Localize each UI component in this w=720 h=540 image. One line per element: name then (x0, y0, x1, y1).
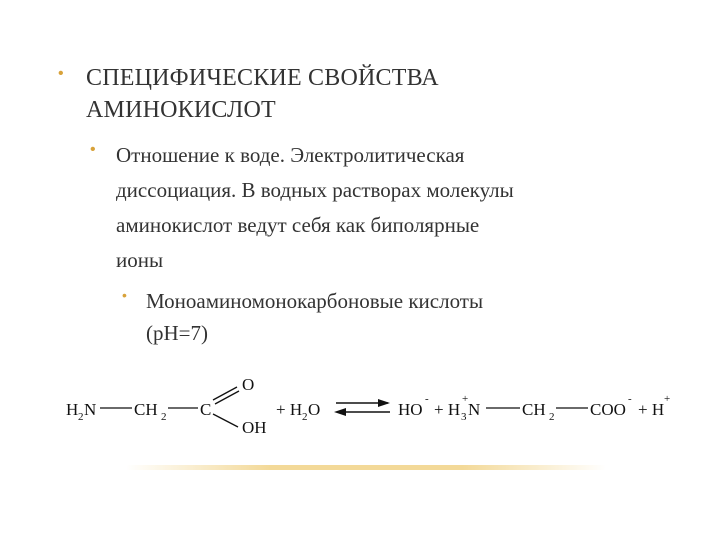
reverse-arrow-head (334, 408, 346, 416)
heading-bullet (58, 62, 678, 126)
carboxylate-charge: - (628, 393, 632, 405)
water-oxygen: O (308, 400, 321, 419)
subpoint-line: ионы (116, 248, 164, 272)
heading-line: АМИНОКИСЛОТ (86, 97, 276, 123)
plus-proton: + H (638, 400, 665, 419)
subpoint-line: аминокислот ведут себя как биполярные (116, 213, 480, 237)
slide-heading (86, 62, 439, 126)
subpoint-line: диссоциация. В водных растворах молекулы (116, 178, 514, 202)
amine-n: N (84, 400, 97, 419)
reaction-equation (60, 370, 700, 440)
bullet-icon: • (90, 141, 96, 158)
hydroxide-charge: - (425, 393, 429, 405)
ammonium-charge: + (462, 393, 469, 405)
carbon-atom: C (200, 400, 212, 419)
hydroxyl-group: OH (242, 418, 267, 437)
subsubpoint-bullet (122, 285, 682, 349)
amine-h: H (66, 400, 79, 419)
subsubpoint-line: (pH=7) (146, 321, 208, 345)
forward-arrow-head (378, 399, 390, 407)
subpoint-line: Отношение к воде. Электролитическая (116, 143, 465, 167)
water-subscript: 2 (302, 411, 308, 423)
subpoint-bullet (90, 138, 690, 278)
plus-water: + H (276, 400, 303, 419)
ammonium-subscript: 3 (461, 411, 467, 423)
divider-line (126, 465, 606, 470)
bullet-icon: • (122, 287, 127, 303)
heading-line: СПЕЦИФИЧЕСКИЕ СВОЙСТВА (86, 65, 439, 91)
bullet-icon: • (58, 65, 64, 82)
plus-ammonium-h: + H (434, 400, 461, 419)
methylene-right: CH (522, 400, 546, 419)
subsubpoint-line: Моноаминомонокарбоновые кислоты (146, 289, 484, 313)
methylene-left: CH (134, 400, 158, 419)
methylene-left-subscript: 2 (161, 411, 167, 423)
proton-charge: + (664, 393, 671, 405)
ammonium-n: N (468, 400, 481, 419)
hydroxide-ion: HO (398, 400, 423, 419)
subpoint-text (116, 138, 514, 278)
subsubpoint-text (146, 285, 483, 349)
carbonyl-oxygen: O (242, 375, 255, 394)
bond-line (213, 414, 238, 427)
methylene-right-subscript: 2 (549, 411, 555, 423)
carboxylate-group: COO (590, 400, 626, 419)
amine-h-subscript: 2 (78, 411, 84, 423)
